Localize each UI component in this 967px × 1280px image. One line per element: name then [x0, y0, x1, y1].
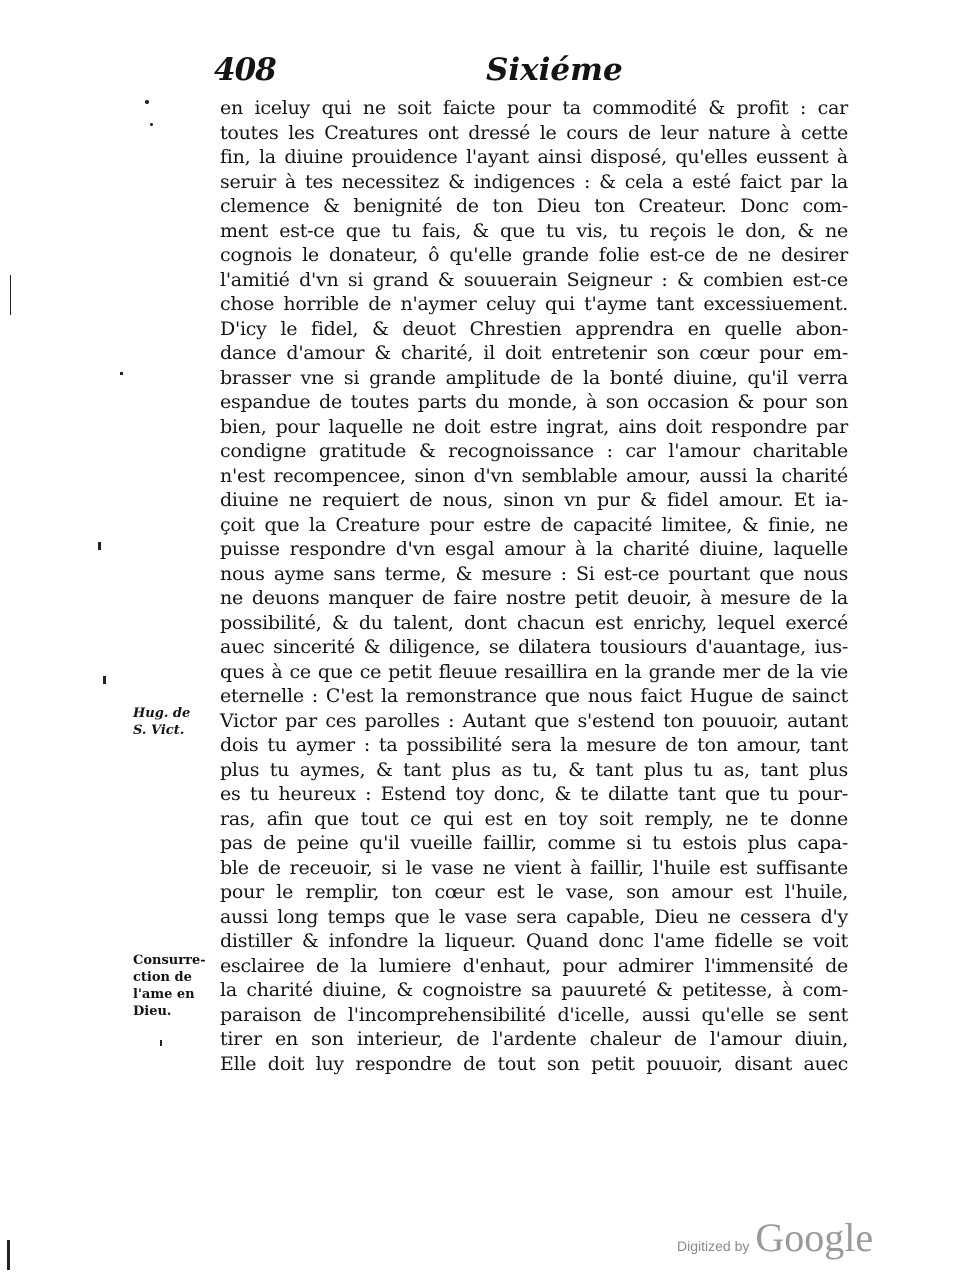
margin-note-hugue: [133, 705, 203, 739]
text-line: çoit que la Creature pour estre de capacité limitee, & finie, ne: [220, 513, 848, 536]
text-line: distiller & infondre la liqueur. Quand donc l'ame fidelle se voit: [220, 930, 848, 952]
margin-note-line: Dieu.: [133, 1004, 172, 1019]
margin-note-line: Consurre-: [133, 953, 206, 968]
text-line: espandue de toutes parts du monde, à son occasion & pour son: [220, 391, 848, 413]
margin-note-line: l'ame en: [133, 987, 195, 1002]
text-line: seruir à tes necessitez & indigences : & cela a esté faict par la: [220, 170, 848, 193]
google-watermark: [677, 1214, 873, 1261]
text-line: dois tu aymer : ta possibilité sera la mesure de ton amour, tant: [220, 734, 848, 756]
scan-speck: [10, 275, 11, 315]
text-line: brasser vne si grande amplitude de la bonté diuine, qu'il verra: [220, 366, 848, 389]
scan-speck: [160, 1040, 162, 1046]
text-line: eternelle : C'est la remonstrance que nous faict Hugue de sainct: [220, 685, 848, 707]
text-line: auec sincerité & diligence, se dilatera tousiours d'auantage, ius-: [220, 636, 848, 658]
scan-speck: [98, 542, 101, 550]
text-line: aussi long temps que le vase sera capable, Dieu ne cessera d'y: [220, 905, 848, 928]
google-logo: Google: [755, 1215, 874, 1260]
text-line: ques à ce que ce petit fleuue resaillira en la grande mer de la vie: [220, 660, 848, 683]
text-line: es tu heureux : Estend toy donc, & te dilatte tant que tu pour-: [220, 783, 848, 805]
text-line: nous ayme sans terme, & mesure : Si est-ce pourtant que nous: [220, 562, 848, 585]
text-line: dance d'amour & charité, il doit entretenir son cœur pour em-: [220, 342, 848, 364]
scan-speck: [150, 123, 153, 126]
margin-note-line: ction de: [133, 970, 192, 985]
text-line: clemence & benignité de ton Dieu ton Createur. Donc com-: [220, 195, 848, 217]
text-line: ment est-ce que tu fais, & que tu vis, tu reçois le don, & ne: [220, 219, 848, 242]
text-line: l'amitié d'vn si grand & souuerain Seigneur : & combien est-ce: [220, 268, 848, 291]
text-line: n'est recompencee, sinon d'vn semblable amour, aussi la charité: [220, 464, 848, 487]
body-text: [220, 96, 848, 1076]
running-title: Sixiéme: [486, 52, 623, 88]
text-line: paraison de l'incomprehensibilité d'icelle, aussi qu'elle se sent: [220, 1003, 848, 1026]
text-line: diuine ne requiert de nous, sinon vn pur & fidel amour. Et ia-: [220, 489, 848, 511]
text-line: esclairee de la lumiere d'enhaut, pour admirer l'immensité de: [220, 954, 848, 977]
text-line: pas de peine qu'il vueille faillir, comme si tu estois plus capa-: [220, 832, 848, 854]
text-line: plus tu aymes, & tant plus as tu, & tant plus tu as, tant plus: [220, 758, 848, 781]
text-line: la charité diuine, & cognoistre sa pauureté & petitesse, à com-: [220, 979, 848, 1001]
text-line: Elle doit luy respondre de tout son petit pouuoir, disant auec: [220, 1052, 848, 1075]
margin-note-consurrection: [133, 952, 208, 1020]
margin-note-line: S. Vict.: [133, 723, 185, 738]
text-line: toutes les Creatures ont dressé le cours de leur nature à cette: [220, 121, 848, 144]
scan-speck: [7, 1240, 10, 1270]
text-line: condigne gratitude & recognoissance : car l'amour charitable: [220, 440, 848, 462]
text-line: D'icy le fidel, & deuot Chrestien apprendra en quelle abon-: [220, 317, 848, 340]
text-line: bien, pour laquelle ne doit estre ingrat, ains doit respondre par: [220, 415, 848, 438]
text-line: en iceluy qui ne soit faicte pour ta commodité & profit : car: [220, 97, 848, 119]
text-line: chose horrible de n'aymer celuy qui t'ayme tant excessiuement.: [220, 293, 848, 315]
text-line: puisse respondre d'vn esgal amour à la charité diuine, laquelle: [220, 538, 848, 560]
text-line: cognois le donateur, ô qu'elle grande folie est-ce de ne desirer: [220, 244, 848, 266]
text-line: tirer en son interieur, de l'ardente chaleur de l'amour diuin,: [220, 1028, 848, 1050]
text-line: ne deuons manquer de faire nostre petit deuoir, à mesure de la: [220, 587, 848, 609]
page-number: 408: [214, 52, 276, 88]
text-line: fin, la diuine prouidence l'ayant ainsi disposé, qu'elles eussent à: [220, 146, 848, 168]
text-line: ras, afin que tout ce qui est en toy soit remply, ne te donne: [220, 807, 848, 830]
text-line: ble de receuoir, si le vase ne vient à faillir, l'huile est suffisante: [220, 856, 848, 879]
margin-note-line: Hug. de: [133, 706, 191, 721]
text-line: possibilité, & du talent, dont chacun est enrichy, lequel exercé: [220, 611, 848, 634]
scan-speck: [120, 372, 123, 375]
text-line: pour le remplir, ton cœur est le vase, son amour est l'huile,: [220, 881, 848, 903]
watermark-prefix: Digitized by: [677, 1238, 750, 1254]
scan-speck: [103, 676, 106, 684]
text-line: Victor par ces parolles : Autant que s'estend ton pouuoir, autant: [220, 709, 848, 732]
scan-speck: [145, 100, 149, 104]
